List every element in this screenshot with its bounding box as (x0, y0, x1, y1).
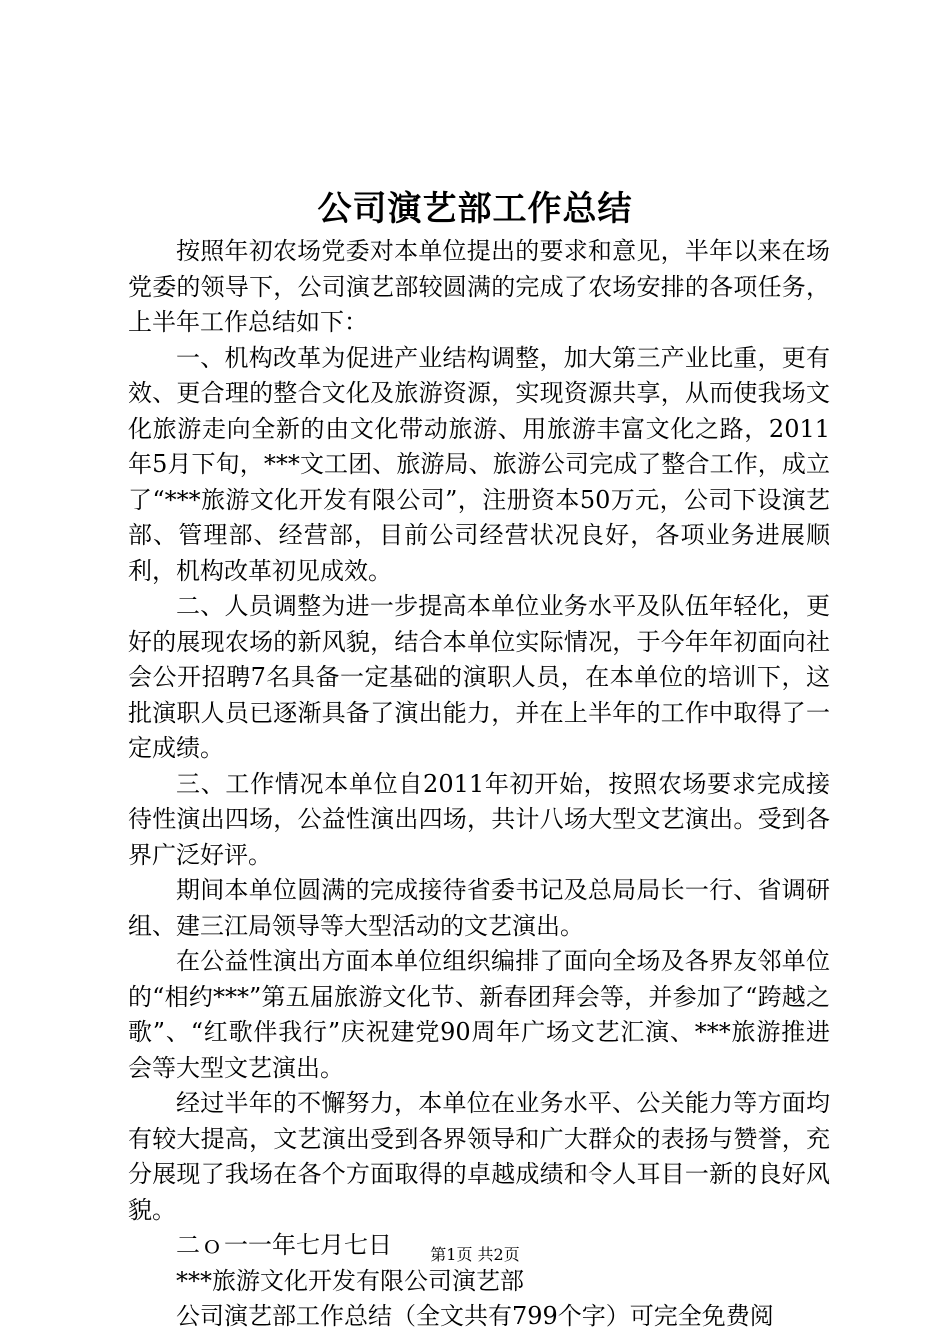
page-footer: 第1页 共2页 (430, 1245, 520, 1264)
document-trailer: 公司演艺部工作总结（全文共有799个字）可完全免费阅 (176, 1302, 774, 1330)
paragraph-section-1: 一、机构改革为促进产业结构调整，加大第三产业比重，更有效、更合理的整合文化及旅游资源，实现资源共享，从而使我场文化旅游走向全新的由文化带动旅游、用旅游丰富文化之路，2011年5月下旬，***文工团、旅游局、旅游公司完成了整合工作，成立了“***旅游文化开发有限公司”，注册资本50万元，公司下设演艺部、管理部、经营部，目前公司经营状况良好，各项业务进展顺利，机构改革初见成效。 (128, 343, 830, 585)
document-title: 公司演艺部工作总结 (317, 189, 633, 229)
paragraph-intro: 按照年初农场党委对本单位提出的要求和意见，半年以来在场党委的领导下，公司演艺部较圆满的完成了农场安排的各项任务，上半年工作总结如下： (128, 237, 830, 336)
paragraph-conclusion: 经过半年的不懈努力，本单位在业务水平、公关能力等方面均有较大提高，文艺演出受到各界领导和广大群众的表扬与赞誉，充分展现了我场在各个方面取得的卓越成绩和令人耳目一新的良好风貌。 (128, 1089, 830, 1224)
paragraph-reception: 期间本单位圆满的完成接待省委书记及总局局长一行、省调研组、建三江局领导等大型活动的文艺演出。 (128, 876, 830, 940)
document-body (128, 234, 830, 1335)
paragraph-section-3: 三、工作情况本单位自2011年初开始，按照农场要求完成接待性演出四场，公益性演出四场，共计八场大型文艺演出。受到各界广泛好评。 (128, 769, 830, 869)
document-date: 二ｏ一一年七月七日 (176, 1231, 392, 1259)
paragraph-section-2: 二、人员调整为进一步提高本单位业务水平及队伍年轻化，更好的展现农场的新风貌，结合本单位实际情况，于今年年初面向社会公开招聘7名具备一定基础的演职人员，在本单位的培训下，这批演职人员已逐渐具备了演出能力，并在上半年的工作中取得了一定成绩。 (128, 592, 830, 762)
document-signature: ***旅游文化开发有限公司演艺部 (176, 1266, 524, 1295)
paragraph-public-performances: 在公益性演出方面本单位组织编排了面向全场及各界友邻单位的“相约***”第五届旅游文化节、新春团拜会等，并参加了“跨越之歌”、“红歌伴我行”庆祝建党90周年广场文艺汇演、***旅游推进会等大型文艺演出。 (128, 947, 830, 1082)
